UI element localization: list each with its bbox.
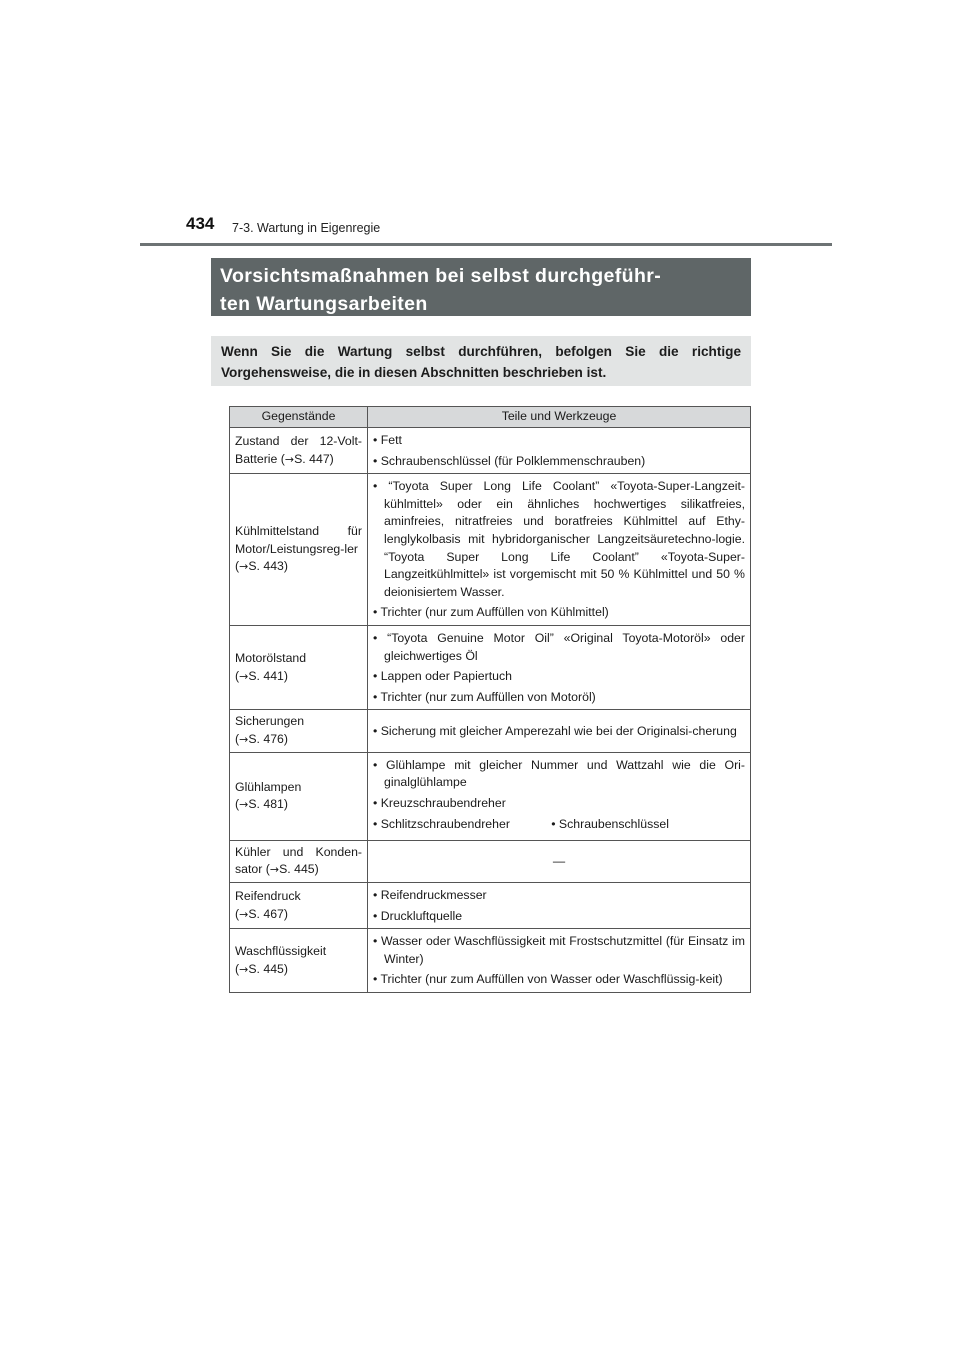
table-row bbox=[230, 840, 751, 882]
page-reference: S. 476) bbox=[248, 731, 288, 746]
tool-item: • Reifendruckmesser bbox=[373, 888, 487, 903]
arrow-icon: → bbox=[239, 560, 249, 574]
header-rule bbox=[140, 243, 832, 246]
tools-cell-empty: — bbox=[368, 840, 751, 882]
tool-item: • Schraubenschlüssel (für Polklemmenschrauben) bbox=[373, 453, 646, 468]
tools-cell bbox=[368, 625, 751, 709]
tools-cell bbox=[368, 752, 751, 840]
arrow-icon: → bbox=[284, 452, 295, 466]
tool-item: • Trichter (nur zum Auffüllen von Wasser oder Waschflüssig-keit) bbox=[373, 972, 723, 987]
tool-item: • Wasser oder Waschflüssigkeit mit Frostschutzmittel (für Einsatz im Winter) bbox=[373, 934, 745, 966]
page-title bbox=[211, 258, 751, 316]
item-cell: Kühler und Konden-sator (→S. 445) bbox=[230, 840, 368, 882]
item-cell: Reifendruck (→S. 467) bbox=[230, 883, 368, 929]
arrow-icon: → bbox=[239, 962, 249, 976]
item-cell: Motorölstand (→S. 441) bbox=[230, 625, 368, 709]
page-reference: S. 445) bbox=[279, 862, 319, 877]
tools-cell bbox=[368, 929, 751, 993]
page-reference: S. 467) bbox=[248, 906, 288, 921]
page-number: 434 bbox=[186, 214, 215, 233]
intro-text: Wenn Sie die Wartung selbst durchführen, befolgen Sie die richtige Vorgehensweise, die in diesen Abschnitten beschrieben ist. bbox=[211, 336, 751, 386]
tools-cell bbox=[368, 474, 751, 626]
tool-item: • Trichter (nur zum Auffüllen von Motoröl) bbox=[373, 689, 596, 704]
tool-item: • Lappen oder Papiertuch bbox=[373, 669, 512, 684]
tool-item: • Glühlampe mit gleicher Nummer und Wattzahl wie die Ori-ginalglühlampe bbox=[373, 757, 745, 790]
page-reference: S. 445) bbox=[248, 961, 288, 976]
tool-item: • Schraubenschlüssel bbox=[551, 817, 669, 832]
tool-item: • Kreuzschraubendreher bbox=[373, 795, 506, 810]
tool-item: • Druckluftquelle bbox=[373, 908, 463, 923]
table-row bbox=[230, 883, 751, 929]
item-cell: Waschflüssigkeit (→S. 445) bbox=[230, 929, 368, 993]
arrow-icon: → bbox=[239, 798, 249, 812]
header-items: Gegenstände bbox=[230, 407, 368, 428]
page-reference: S. 481) bbox=[248, 797, 288, 812]
table-row bbox=[230, 929, 751, 993]
page-title-line-1: Vorsichtsmaßnahmen bei selbst durchgeführ- bbox=[220, 265, 662, 287]
arrow-icon: → bbox=[239, 907, 249, 921]
table-row bbox=[230, 625, 751, 709]
table-header-row bbox=[230, 407, 751, 428]
arrow-icon: → bbox=[239, 669, 249, 683]
arrow-icon: → bbox=[239, 732, 249, 746]
page-reference: S. 447) bbox=[294, 451, 334, 466]
table-row bbox=[230, 752, 751, 840]
maintenance-table bbox=[229, 406, 751, 993]
item-cell: Zustand der 12-Volt-Batterie (→S. 447) bbox=[230, 428, 368, 474]
table-row bbox=[230, 428, 751, 474]
arrow-icon: → bbox=[269, 863, 280, 877]
tool-item: • “Toyota Super Long Life Coolant” «Toyota-Super-Langzeit-kühlmittel» oder ein ähnliches hochwertiges silikatfreies, aminfreies, nitratfreies und boratfreies Kühlmittel auf Ethy-lenglykolbasis mit hybridorganischer Langzeitsäuretechno-logie. “Toyota Super Long Life Coolant” «Toyota-Super-Langzeitkühlmittel» ist vorgemischt mit 50 % Kühlmittel und 50 % deionisiertem Wasser. bbox=[373, 479, 745, 599]
section-label: 7-3. Wartung in Eigenregie bbox=[232, 221, 381, 235]
tool-item: • “Toyota Genuine Motor Oil” «Original Toyota-Motoröl» oder gleichwertiges Öl bbox=[373, 630, 745, 663]
tool-item: • Fett bbox=[373, 433, 402, 447]
page-reference: S. 441) bbox=[248, 668, 288, 683]
table-row bbox=[230, 710, 751, 752]
item-cell: Sicherungen (→S. 476) bbox=[230, 710, 368, 752]
tool-item: • Schlitzschraubendreher bbox=[373, 817, 510, 832]
tool-item: • Trichter (nur zum Auffüllen von Kühlmittel) bbox=[373, 605, 609, 620]
tools-cell bbox=[368, 710, 751, 752]
page-reference: S. 443) bbox=[248, 559, 288, 574]
tool-item: • Sicherung mit gleicher Amperezahl wie bei der Originalsi-cherung bbox=[373, 723, 737, 738]
table-row bbox=[230, 474, 751, 626]
header-tools: Teile und Werkzeuge bbox=[368, 407, 751, 428]
item-cell: Kühlmittelstand für Motor/Leistungsreg-ler (→S. 443) bbox=[230, 474, 368, 626]
page-title-line-2: ten Wartungsarbeiten bbox=[220, 293, 428, 315]
item-cell: Glühlampen (→S. 481) bbox=[230, 752, 368, 840]
tools-cell bbox=[368, 883, 751, 929]
tools-cell bbox=[368, 428, 751, 474]
tool-pair bbox=[373, 815, 745, 837]
